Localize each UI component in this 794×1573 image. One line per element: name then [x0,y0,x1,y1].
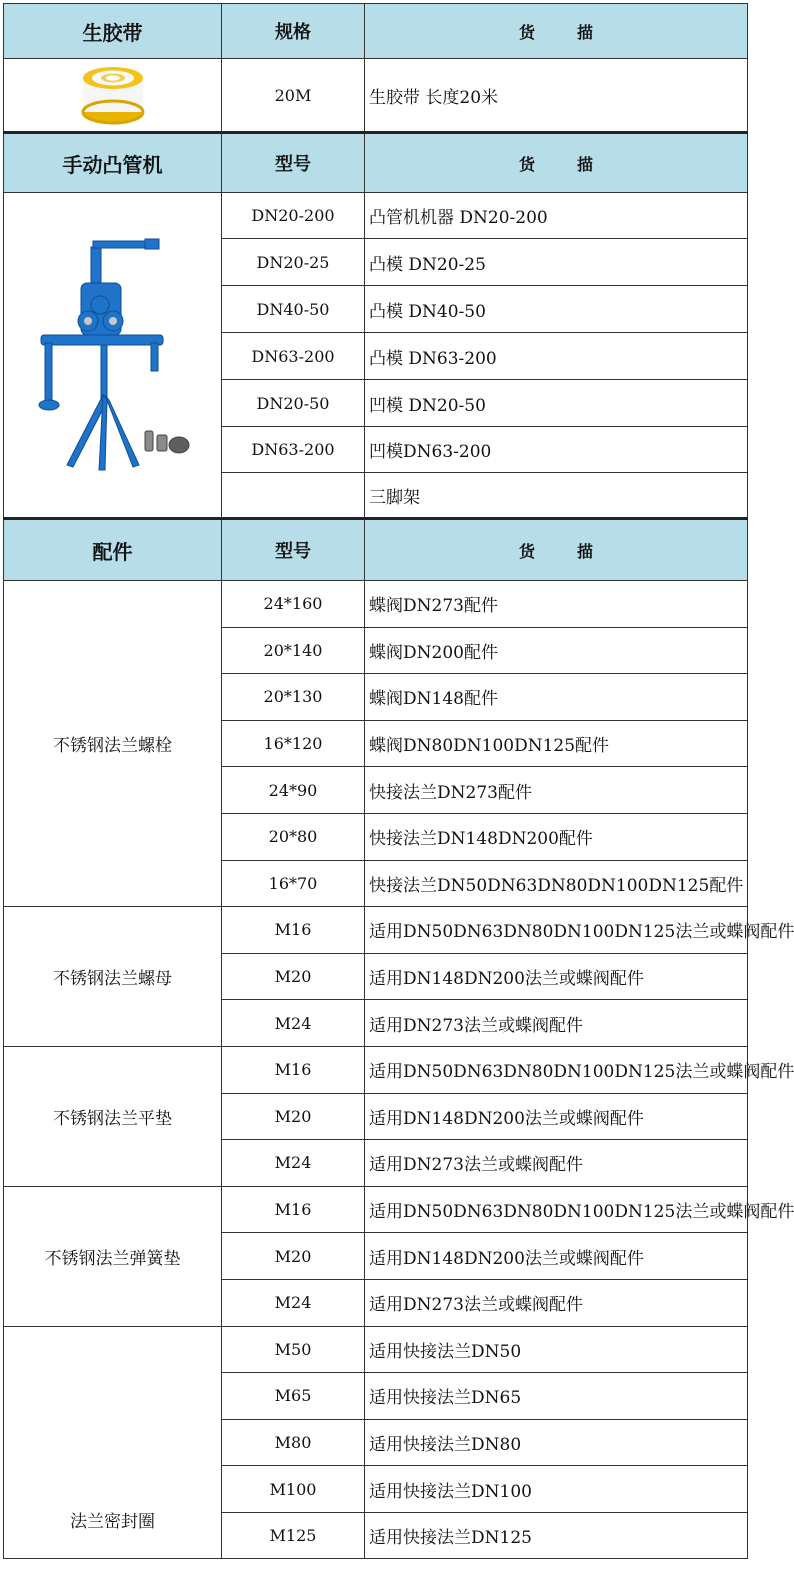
model-cell: 16*70 [222,860,365,907]
desc-cell: 适用快接法兰DN65 [365,1373,748,1420]
model-cell: M65 [222,1373,365,1420]
model-cell: 20*130 [222,674,365,721]
model-cell: M20 [222,1233,365,1280]
model-cell: M16 [222,907,365,954]
model-cell: DN63-200 [222,333,365,380]
table-row [4,907,748,954]
model-cell: M125 [222,1512,365,1559]
desc-cell: 快接法兰DN273配件 [365,767,748,814]
desc-cell: 适用快接法兰DN125 [365,1512,748,1559]
header-desc [365,133,748,193]
product-spec-sheet [3,3,794,1559]
accessory-category: 不锈钢法兰螺栓 [4,581,222,907]
model-cell [222,473,365,519]
model-cell: 16*120 [222,720,365,767]
model-cell: 20*140 [222,627,365,674]
table-row [4,1326,748,1373]
header-desc-b: 描 [577,154,594,174]
desc-cell: 适用快接法兰DN80 [365,1419,748,1466]
model-cell: M80 [222,1419,365,1466]
desc-cell: 蝶阀DN200配件 [365,627,748,674]
desc-cell: 适用DN148DN200法兰或蝶阀配件 [365,1233,748,1280]
accessory-category: 不锈钢法兰弹簧垫 [4,1186,222,1326]
header-desc-b: 描 [577,541,594,561]
header-row [4,519,748,581]
desc-cell: 蝶阀DN273配件 [365,581,748,628]
desc-cell: 凸模 DN63-200 [365,333,748,380]
desc-cell: 适用DN273法兰或蝶阀配件 [365,1279,748,1326]
model-cell: M16 [222,1186,365,1233]
accessory-category: 不锈钢法兰平垫 [4,1046,222,1186]
desc-cell: 适用DN148DN200法兰或蝶阀配件 [365,953,748,1000]
header-product: 生胶带 [4,4,222,59]
desc-cell: 适用DN50DN63DN80DN100DN125法兰或蝶阀配件 [365,1186,748,1233]
model-cell: 24*160 [222,581,365,628]
desc-cell: 快接法兰DN50DN63DN80DN100DN125配件 [365,860,748,907]
header-desc-a: 货 [518,22,535,42]
header-spec: 规格 [222,4,365,59]
desc-cell: 适用DN273法兰或蝶阀配件 [365,1140,748,1187]
model-cell: M24 [222,1140,365,1187]
machine-image [4,193,222,519]
model-cell: M24 [222,1279,365,1326]
desc-cell: 凹模DN63-200 [365,427,748,473]
model-cell: M20 [222,1093,365,1140]
model-cell: 24*90 [222,767,365,814]
desc-cell: 凸管机机器 DN20-200 [365,193,748,239]
pipe-bending-machine-icon [33,235,193,475]
tape-desc: 生胶带 长度20米 [365,59,748,133]
header-product: 配件 [4,519,222,581]
desc-cell: 蝶阀DN80DN100DN125配件 [365,720,748,767]
model-cell: DN20-200 [222,193,365,239]
header-desc-b: 描 [577,22,594,42]
header-product: 手动凸管机 [4,133,222,193]
model-cell: M16 [222,1046,365,1093]
desc-cell: 适用快接法兰DN50 [365,1326,748,1373]
header-row [4,133,748,193]
model-cell: DN63-200 [222,427,365,473]
header-desc-a: 货 [518,541,535,561]
section-pipe-bender [4,133,748,519]
desc-cell: 快接法兰DN148DN200配件 [365,813,748,860]
model-cell: M100 [222,1466,365,1513]
desc-cell: 适用DN50DN63DN80DN100DN125法兰或蝶阀配件 [365,1046,748,1093]
header-model: 型号 [222,133,365,193]
header-desc [365,4,748,59]
tape-image [4,59,222,133]
header-desc-a: 货 [518,154,535,174]
table-row [4,1046,748,1093]
table-row [4,59,748,133]
section-accessories [4,519,794,1559]
desc-cell: 三脚架 [365,473,748,519]
model-cell: DN20-50 [222,380,365,427]
model-cell: DN20-25 [222,239,365,286]
model-cell: M24 [222,1000,365,1047]
desc-cell: 凸模 DN20-25 [365,239,748,286]
spec-table [3,3,794,1559]
table-row [4,581,748,628]
header-model: 型号 [222,519,365,581]
section-ptfe-tape [4,4,748,133]
desc-cell: 适用DN50DN63DN80DN100DN125法兰或蝶阀配件 [365,907,748,954]
model-cell: M20 [222,953,365,1000]
tape-spec: 20M [222,59,365,133]
header-row [4,4,748,59]
desc-cell: 适用DN148DN200法兰或蝶阀配件 [365,1093,748,1140]
desc-cell: 适用DN273法兰或蝶阀配件 [365,1000,748,1047]
accessory-category: 不锈钢法兰螺母 [4,907,222,1047]
table-row [4,193,748,239]
desc-cell: 凸模 DN40-50 [365,286,748,333]
model-cell: M50 [222,1326,365,1373]
model-cell: DN40-50 [222,286,365,333]
desc-cell: 蝶阀DN148配件 [365,674,748,721]
accessory-category: 法兰密封圈 [4,1326,222,1559]
desc-cell: 凹模 DN20-50 [365,380,748,427]
table-row [4,1186,748,1233]
header-desc [365,519,748,581]
model-cell: 20*80 [222,813,365,860]
desc-cell: 适用快接法兰DN100 [365,1466,748,1513]
ptfe-tape-roll-icon [78,64,148,126]
